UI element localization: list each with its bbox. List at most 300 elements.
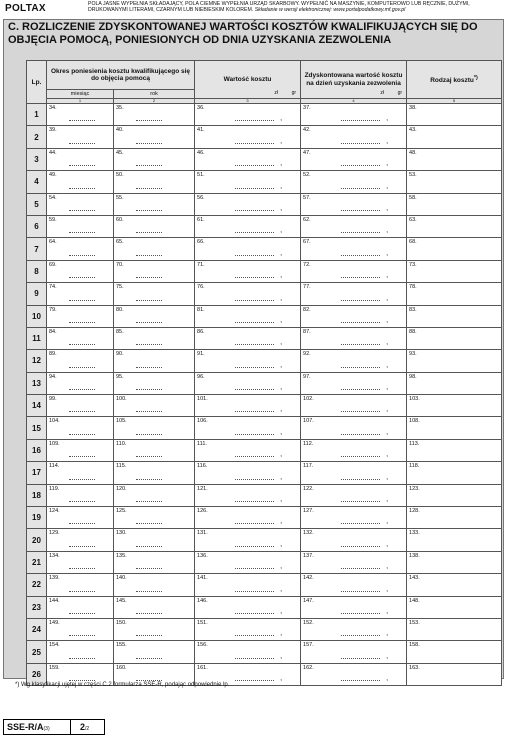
field-number: 105. [116, 418, 127, 425]
field-year[interactable] [114, 193, 195, 215]
entry-line [136, 389, 162, 390]
field-year[interactable] [114, 148, 195, 170]
field-number: 149. [49, 619, 60, 626]
field-number: 148. [409, 597, 420, 604]
field-cost-value[interactable] [195, 327, 301, 349]
entry-line [136, 367, 162, 368]
field-discounted-value[interactable] [301, 574, 407, 596]
field-number: 48. [409, 149, 417, 156]
table-row [27, 529, 502, 551]
field-month[interactable] [47, 305, 114, 327]
field-discounted-value[interactable] [301, 238, 407, 260]
decimal-separator: , [280, 496, 283, 504]
field-cost-type[interactable] [407, 148, 502, 170]
decimal-separator: , [386, 272, 389, 280]
entry-line [136, 635, 162, 636]
field-year[interactable] [114, 507, 195, 529]
field-number: 98. [409, 373, 417, 380]
field-month[interactable] [47, 484, 114, 506]
field-month[interactable] [47, 529, 114, 551]
header-year: rok [114, 90, 195, 99]
field-number: 36. [197, 105, 205, 111]
field-cost-value[interactable] [195, 618, 301, 640]
field-number: 106. [197, 418, 208, 425]
field-month[interactable] [47, 372, 114, 394]
table-row [27, 260, 502, 282]
row-lp: 23 [27, 596, 47, 618]
decimal-separator: , [386, 204, 389, 212]
field-month[interactable] [47, 417, 114, 439]
field-cost-type[interactable] [407, 596, 502, 618]
row-lp: 10 [27, 305, 47, 327]
entry-line [136, 143, 162, 144]
field-month[interactable] [47, 551, 114, 573]
entry-line [136, 501, 162, 502]
field-year[interactable] [114, 372, 195, 394]
field-month[interactable] [47, 462, 114, 484]
field-cost-value[interactable] [195, 148, 301, 170]
decimal-separator: , [280, 585, 283, 593]
entry-line [341, 411, 380, 412]
field-discounted-value[interactable] [301, 417, 407, 439]
field-discounted-value[interactable] [301, 663, 407, 685]
decimal-separator: , [280, 137, 283, 145]
colnum-1: 1 [47, 99, 114, 104]
field-number: 151. [197, 619, 208, 626]
entry-line [341, 591, 380, 592]
entry-line [69, 277, 95, 278]
field-discounted-value[interactable] [301, 305, 407, 327]
row-lp: 21 [27, 551, 47, 573]
entry-line [69, 367, 95, 368]
field-number: 70. [116, 261, 124, 268]
field-cost-type[interactable] [407, 439, 502, 461]
entry-line [136, 165, 162, 166]
decimal-separator: , [280, 316, 283, 324]
entry-line [136, 411, 162, 412]
entry-line [235, 501, 274, 502]
field-cost-type[interactable] [407, 193, 502, 215]
field-discounted-value[interactable] [301, 350, 407, 372]
field-cost-value[interactable] [195, 596, 301, 618]
field-number: 38. [409, 105, 417, 111]
field-month[interactable] [47, 126, 114, 148]
entry-line [235, 300, 274, 301]
row-lp: 14 [27, 395, 47, 417]
field-month[interactable] [47, 439, 114, 461]
field-month[interactable] [47, 148, 114, 170]
row-lp: 25 [27, 641, 47, 663]
field-cost-type[interactable] [407, 618, 502, 640]
field-cost-type[interactable] [407, 238, 502, 260]
field-number: 45. [116, 149, 124, 156]
field-number: 46. [197, 149, 205, 156]
field-discounted-value[interactable] [301, 484, 407, 506]
field-cost-value[interactable] [195, 104, 301, 126]
entry-line [235, 546, 274, 547]
entry-line [136, 120, 162, 121]
field-number: 116. [197, 463, 208, 470]
field-discounted-value[interactable] [301, 126, 407, 148]
field-cost-value[interactable] [195, 395, 301, 417]
entry-line [69, 188, 95, 189]
field-number: 107. [303, 418, 314, 425]
field-number: 163. [409, 664, 420, 671]
decimal-separator: , [386, 496, 389, 504]
field-discounted-value[interactable] [301, 327, 407, 349]
entry-line [136, 591, 162, 592]
table-row [27, 283, 502, 305]
entry-line [69, 635, 95, 636]
field-month[interactable] [47, 327, 114, 349]
table-row [27, 439, 502, 461]
field-number: 140. [116, 575, 127, 582]
field-discounted-value[interactable] [301, 215, 407, 237]
field-number: 59. [49, 216, 57, 223]
field-year[interactable] [114, 238, 195, 260]
decimal-separator: , [386, 518, 389, 526]
field-month[interactable] [47, 350, 114, 372]
decimal-separator: , [280, 428, 283, 436]
decimal-separator: , [386, 652, 389, 660]
field-month[interactable] [47, 193, 114, 215]
field-number: 58. [409, 194, 417, 201]
field-number: 39. [49, 127, 57, 134]
entry-line [235, 255, 274, 256]
field-year[interactable] [114, 104, 195, 126]
entry-line [341, 120, 380, 121]
field-year[interactable] [114, 596, 195, 618]
field-cost-value[interactable] [195, 305, 301, 327]
entry-line [341, 479, 380, 480]
entry-line [69, 479, 95, 480]
decimal-separator: , [280, 540, 283, 548]
field-cost-type[interactable] [407, 641, 502, 663]
row-lp: 1 [27, 104, 47, 126]
row-lp: 12 [27, 350, 47, 372]
field-cost-type[interactable] [407, 305, 502, 327]
field-cost-value[interactable] [195, 439, 301, 461]
entry-line [136, 546, 162, 547]
decimal-separator: , [386, 249, 389, 257]
field-cost-value[interactable] [195, 574, 301, 596]
entry-line [341, 232, 380, 233]
row-lp: 3 [27, 148, 47, 170]
field-cost-type[interactable] [407, 372, 502, 394]
field-cost-type[interactable] [407, 215, 502, 237]
table-row [27, 596, 502, 618]
field-cost-value[interactable] [195, 350, 301, 372]
table-row [27, 171, 502, 193]
field-number: 137. [303, 552, 314, 559]
field-cost-value[interactable] [195, 372, 301, 394]
decimal-separator: , [280, 361, 283, 369]
field-number: 87. [303, 328, 311, 335]
field-cost-value[interactable] [195, 283, 301, 305]
field-month[interactable] [47, 104, 114, 126]
field-cost-value[interactable] [195, 462, 301, 484]
field-number: 42. [303, 127, 311, 134]
field-year[interactable] [114, 171, 195, 193]
decimal-separator: , [280, 607, 283, 615]
field-cost-type[interactable] [407, 462, 502, 484]
entry-line [341, 165, 380, 166]
decimal-separator: , [280, 630, 283, 638]
field-year[interactable] [114, 350, 195, 372]
header-cost-value: Wartość kosztu [195, 61, 301, 99]
field-cost-value[interactable] [195, 171, 301, 193]
decimal-separator: , [386, 160, 389, 168]
field-number: 158. [409, 642, 420, 649]
field-number: 67. [303, 239, 311, 246]
entry-line [341, 277, 380, 278]
field-discounted-value[interactable] [301, 104, 407, 126]
field-number: 117. [303, 463, 314, 470]
field-number: 78. [409, 284, 417, 291]
field-month[interactable] [47, 618, 114, 640]
field-month[interactable] [47, 395, 114, 417]
entry-line [341, 322, 380, 323]
decimal-separator: , [386, 115, 389, 123]
field-cost-type[interactable] [407, 126, 502, 148]
field-month[interactable] [47, 260, 114, 282]
field-number: 127. [303, 508, 314, 515]
entry-line [69, 210, 95, 211]
field-year[interactable] [114, 305, 195, 327]
field-number: 66. [197, 239, 205, 246]
field-number: 125. [116, 508, 127, 515]
decimal-separator: , [386, 451, 389, 459]
entry-line [136, 658, 162, 659]
field-discounted-value[interactable] [301, 395, 407, 417]
entry-line [69, 232, 95, 233]
field-number: 62. [303, 216, 311, 223]
table-row [27, 551, 502, 573]
field-cost-type[interactable] [407, 484, 502, 506]
field-cost-value[interactable] [195, 260, 301, 282]
field-number: 123. [409, 485, 420, 492]
row-lp: 19 [27, 507, 47, 529]
entry-line [136, 232, 162, 233]
field-discounted-value[interactable] [301, 171, 407, 193]
field-discounted-value[interactable] [301, 260, 407, 282]
table-row [27, 148, 502, 170]
field-number: 139. [49, 575, 60, 582]
field-cost-value[interactable] [195, 193, 301, 215]
field-discounted-value[interactable] [301, 283, 407, 305]
field-number: 145. [116, 597, 127, 604]
field-year[interactable] [114, 395, 195, 417]
field-number: 147. [303, 597, 314, 604]
field-cost-value[interactable] [195, 215, 301, 237]
field-number: 131. [197, 530, 208, 537]
field-cost-value[interactable] [195, 507, 301, 529]
field-discounted-value[interactable] [301, 641, 407, 663]
field-cost-type[interactable] [407, 283, 502, 305]
decimal-separator: , [280, 473, 283, 481]
entry-line [341, 255, 380, 256]
field-cost-value[interactable] [195, 641, 301, 663]
field-number: 161. [197, 664, 208, 671]
decimal-separator: , [386, 585, 389, 593]
field-cost-type[interactable] [407, 551, 502, 573]
decimal-separator: , [386, 406, 389, 414]
row-lp: 6 [27, 215, 47, 237]
field-cost-type[interactable] [407, 350, 502, 372]
field-number: 83. [409, 306, 417, 313]
field-cost-type[interactable] [407, 507, 502, 529]
field-number: 104. [49, 418, 60, 425]
decimal-separator: , [280, 563, 283, 571]
field-number: 119. [49, 485, 60, 492]
table-row [27, 618, 502, 640]
entry-line [235, 188, 274, 189]
field-year[interactable] [114, 529, 195, 551]
field-month[interactable] [47, 283, 114, 305]
field-number: 60. [116, 216, 124, 223]
field-number: 68. [409, 239, 417, 246]
field-number: 118. [409, 463, 420, 470]
decimal-separator: , [280, 227, 283, 235]
entry-line [235, 210, 274, 211]
decimal-separator: , [386, 384, 389, 392]
table-row [27, 507, 502, 529]
decimal-separator: , [386, 182, 389, 190]
field-discounted-value[interactable] [301, 462, 407, 484]
entry-line [235, 143, 274, 144]
field-cost-type[interactable] [407, 417, 502, 439]
field-cost-type[interactable] [407, 327, 502, 349]
entry-line [341, 501, 380, 502]
row-lp: 9 [27, 283, 47, 305]
entry-line [235, 568, 274, 569]
field-cost-type[interactable] [407, 260, 502, 282]
field-cost-value[interactable] [195, 551, 301, 573]
field-year[interactable] [114, 574, 195, 596]
field-number: 69. [49, 261, 57, 268]
fill-instructions: POLA JASNE WYPEŁNIA SKŁADAJĄCY, POLA CIEMNE WYPEŁNIA URZĄD SKARBOWY. WYPEŁNIĆ NA MASZYNIE, KOMPUTEROWO LUB RĘCZNIE, DUŻYMI, DRUKOWANYMI LITERAMI, CZARNYM LUB NIEBIESKIM KOLOREM. Składanie w wersji elektronicznej: www.portalpodatkowy.mf.gov.pl [88, 1, 470, 14]
field-number: 61. [197, 216, 205, 223]
row-lp: 5 [27, 193, 47, 215]
entry-line [69, 434, 95, 435]
field-year[interactable] [114, 327, 195, 349]
field-number: 51. [197, 172, 205, 179]
field-number: 162. [303, 664, 314, 671]
table-row [27, 395, 502, 417]
field-year[interactable] [114, 126, 195, 148]
field-cost-type[interactable] [407, 171, 502, 193]
form-code-box [3, 719, 105, 735]
field-number: 41. [197, 127, 205, 134]
row-lp: 17 [27, 462, 47, 484]
table-row [27, 305, 502, 327]
field-discounted-value[interactable] [301, 439, 407, 461]
entry-line [136, 255, 162, 256]
entry-line [136, 568, 162, 569]
field-number: 57. [303, 194, 311, 201]
field-year[interactable] [114, 260, 195, 282]
field-cost-value[interactable] [195, 484, 301, 506]
field-number: 75. [116, 284, 124, 291]
page-number: 2 [80, 722, 86, 732]
field-cost-type[interactable] [407, 574, 502, 596]
field-cost-value[interactable] [195, 238, 301, 260]
page-total: /2 [85, 726, 90, 732]
decimal-separator: , [280, 249, 283, 257]
field-number: 120. [116, 485, 127, 492]
entry-line [235, 367, 274, 368]
decimal-separator: , [280, 406, 283, 414]
field-discounted-value[interactable] [301, 551, 407, 573]
entry-line [69, 165, 95, 166]
field-year[interactable] [114, 462, 195, 484]
row-lp: 16 [27, 439, 47, 461]
field-number: 64. [49, 239, 57, 246]
row-lp: 26 [27, 663, 47, 685]
field-cost-type[interactable] [407, 104, 502, 126]
entry-line [341, 568, 380, 569]
field-month[interactable] [47, 574, 114, 596]
entry-line [235, 613, 274, 614]
field-month[interactable] [47, 507, 114, 529]
field-discounted-value[interactable] [301, 507, 407, 529]
field-year[interactable] [114, 283, 195, 305]
entry-line [341, 367, 380, 368]
entry-line [341, 188, 380, 189]
entry-line [235, 658, 274, 659]
table-row [27, 104, 502, 126]
field-discounted-value[interactable] [301, 596, 407, 618]
field-discounted-value[interactable] [301, 148, 407, 170]
entry-line [69, 523, 95, 524]
field-month[interactable] [47, 238, 114, 260]
decimal-separator: , [386, 316, 389, 324]
field-cost-value[interactable] [195, 529, 301, 551]
entry-line [235, 232, 274, 233]
field-year[interactable] [114, 484, 195, 506]
field-cost-type[interactable] [407, 663, 502, 685]
field-discounted-value[interactable] [301, 618, 407, 640]
field-cost-type[interactable] [407, 529, 502, 551]
field-number: 155. [116, 642, 127, 649]
field-number: 34. [49, 105, 57, 111]
field-year[interactable] [114, 618, 195, 640]
field-number: 49. [49, 172, 57, 179]
field-discounted-value[interactable] [301, 372, 407, 394]
field-year[interactable] [114, 641, 195, 663]
field-month[interactable] [47, 215, 114, 237]
field-discounted-value[interactable] [301, 193, 407, 215]
field-year[interactable] [114, 439, 195, 461]
field-year[interactable] [114, 215, 195, 237]
entry-line [235, 344, 274, 345]
field-month[interactable] [47, 641, 114, 663]
form-version: (3) [43, 726, 50, 732]
field-number: 100. [116, 396, 127, 403]
field-number: 144. [49, 597, 60, 604]
field-year[interactable] [114, 551, 195, 573]
field-cost-value[interactable] [195, 126, 301, 148]
field-cost-type[interactable] [407, 395, 502, 417]
field-discounted-value[interactable] [301, 529, 407, 551]
entry-line [136, 277, 162, 278]
field-cost-value[interactable] [195, 417, 301, 439]
field-month[interactable] [47, 171, 114, 193]
entry-line [69, 322, 95, 323]
field-month[interactable] [47, 596, 114, 618]
field-year[interactable] [114, 417, 195, 439]
entry-line [136, 210, 162, 211]
